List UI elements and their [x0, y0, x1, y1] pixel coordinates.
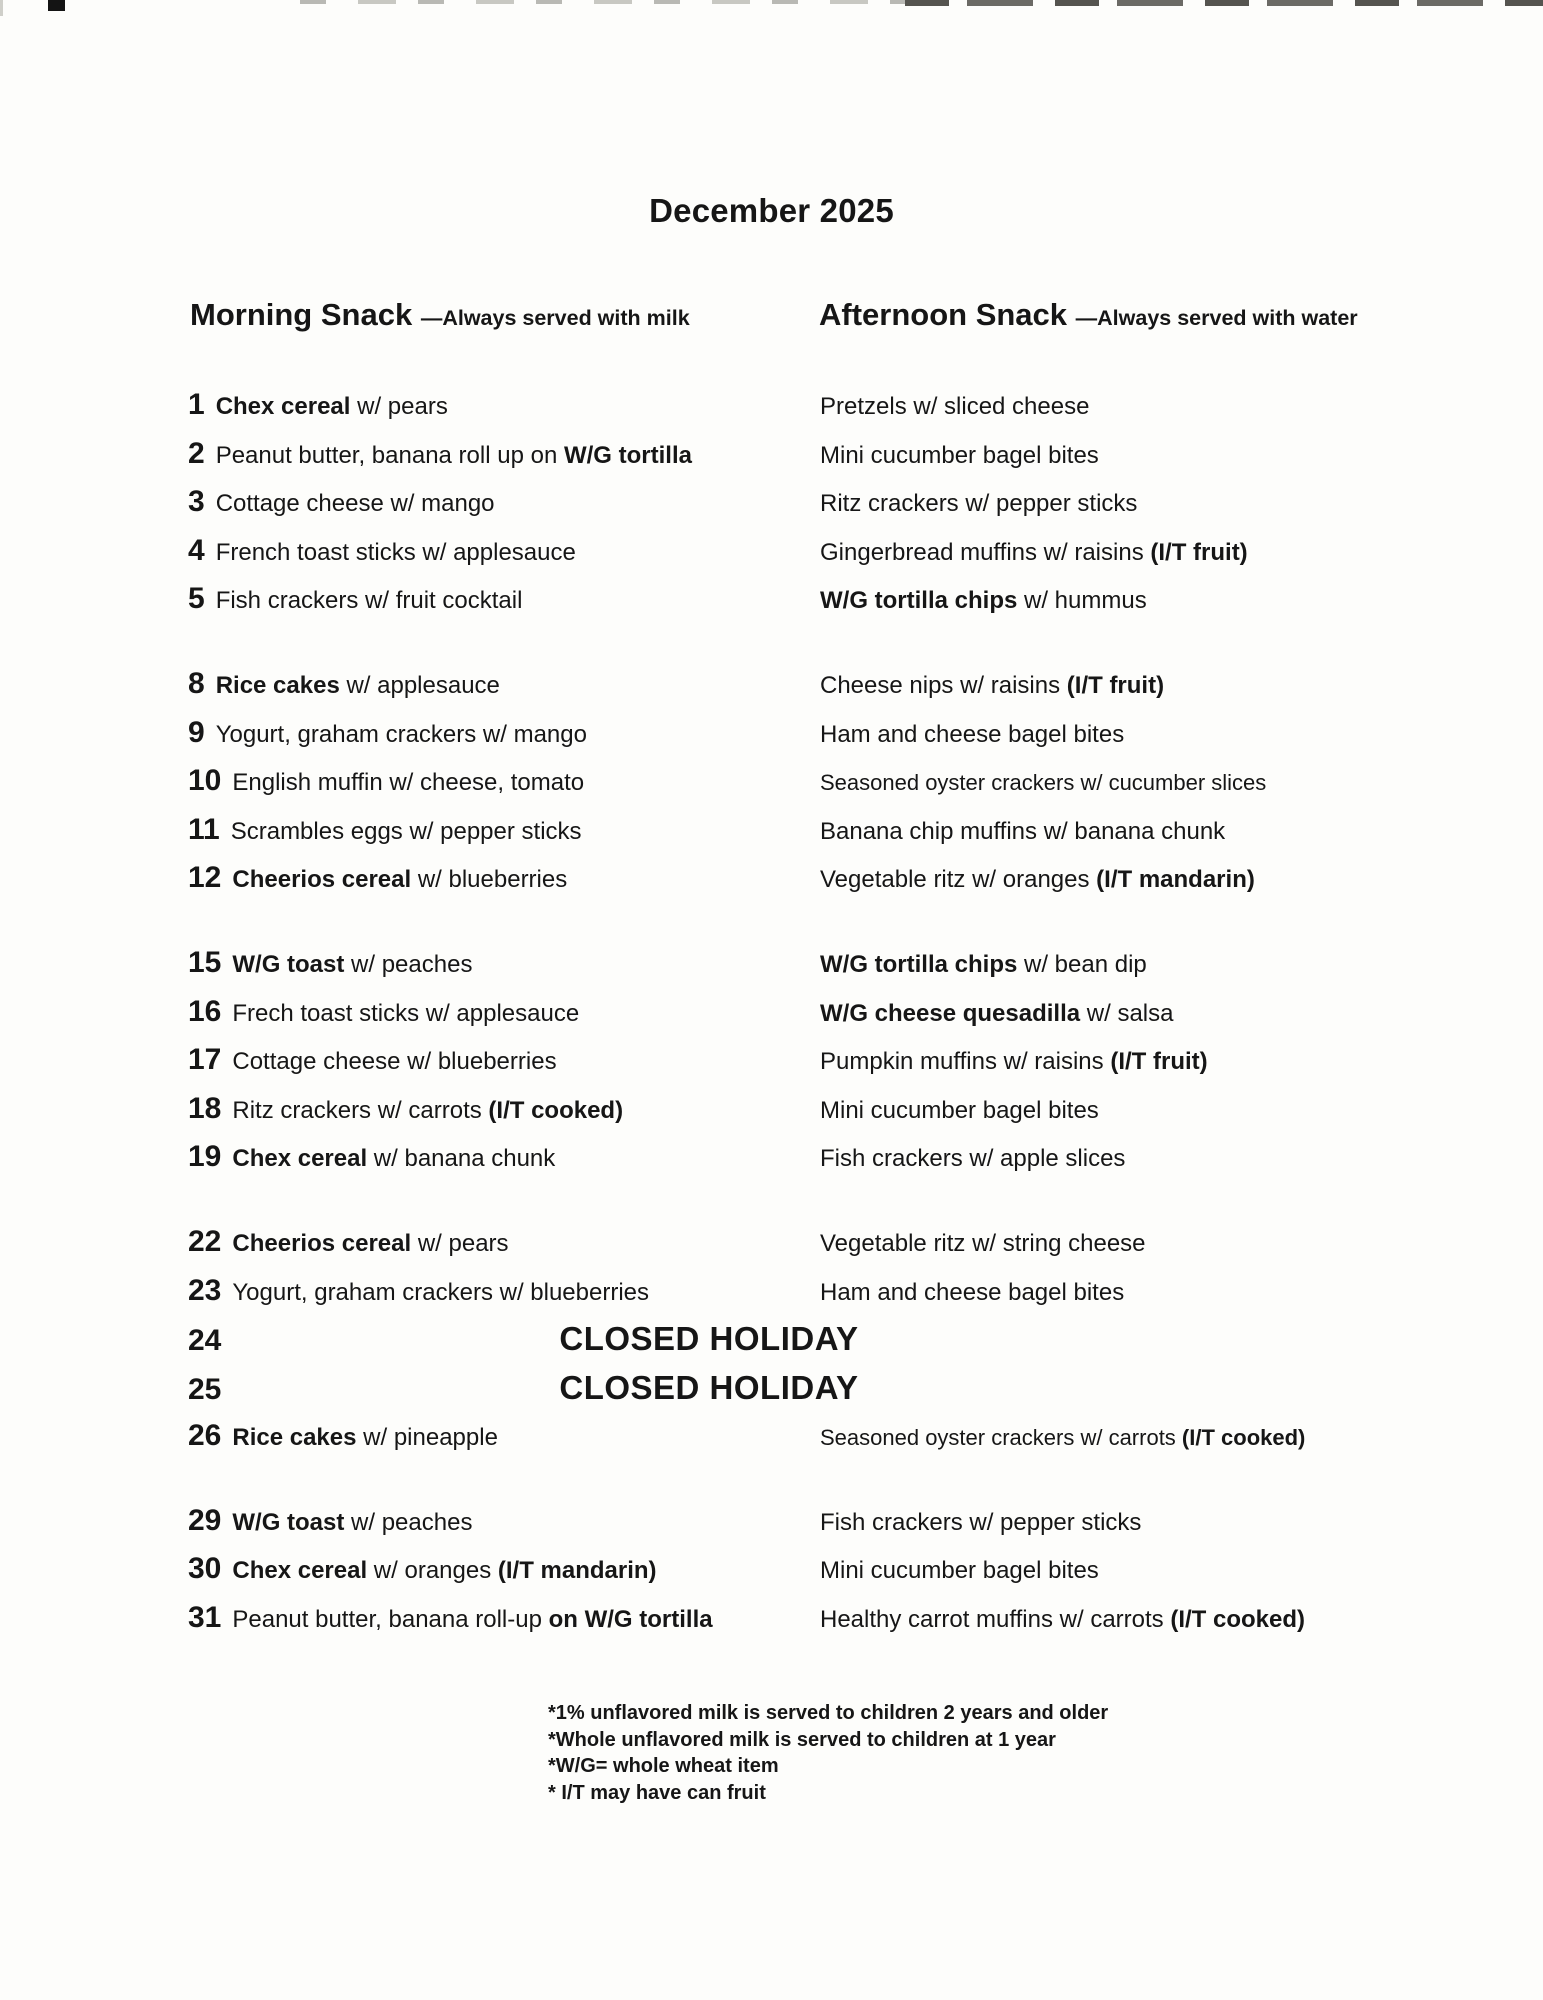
morning-item-text	[232, 1279, 649, 1306]
text-segment: Chex cereal	[215, 393, 351, 420]
text-segment: w/ blueberries	[411, 866, 568, 894]
scanner-artifact-dashes	[300, 0, 910, 4]
text-segment: Chex cereal	[232, 1557, 368, 1585]
scanner-artifact-edge	[0, 0, 3, 16]
morning-item	[188, 575, 820, 629]
morning-item	[188, 757, 820, 811]
afternoon-header-note: —Always served with water	[1075, 306, 1358, 330]
scanner-artifact-mark	[48, 0, 65, 11]
afternoon-item	[820, 856, 1527, 905]
footnote-line: * I/T may have can fruit	[548, 1781, 766, 1804]
afternoon-item	[820, 1596, 1527, 1645]
text-segment: Mini cucumber bagel bites	[820, 1096, 1099, 1124]
day-number: 8	[188, 666, 205, 700]
day-number: 30	[188, 1552, 222, 1586]
morning-item	[188, 1594, 820, 1648]
text-segment: Ham and cheese bagel bites	[820, 720, 1125, 748]
text-segment: Ritz crackers w/ pepper sticks	[820, 490, 1138, 518]
text-segment: W/G cheese quesadilla	[820, 999, 1081, 1027]
afternoon-item	[820, 383, 1527, 432]
morning-item	[188, 1412, 820, 1466]
day-row	[188, 1412, 1527, 1461]
morning-item	[188, 1267, 820, 1321]
day-row	[188, 709, 1527, 758]
day-row	[188, 1364, 1527, 1413]
text-segment: w/ applesauce	[339, 671, 500, 699]
afternoon-item	[820, 1269, 1527, 1318]
afternoon-item	[820, 480, 1527, 529]
text-segment: Cottage cheese w/ mango	[215, 490, 495, 518]
day-number: 5	[188, 582, 205, 616]
afternoon-item	[820, 711, 1527, 760]
day-row	[188, 527, 1527, 576]
afternoon-item	[820, 1220, 1527, 1269]
text-segment: Scrambles eggs w/ pepper sticks	[230, 817, 582, 845]
text-segment: w/ oranges	[367, 1557, 498, 1585]
day-number: 22	[188, 1224, 222, 1258]
text-segment: Vegetable ritz w/ oranges	[820, 866, 1097, 894]
morning-item	[188, 1133, 820, 1187]
text-segment: W/G toast	[232, 950, 345, 978]
day-number: 16	[188, 994, 222, 1028]
day-number: 25	[188, 1372, 222, 1406]
morning-item-text	[232, 1000, 579, 1027]
scanner-artifact-dashes	[905, 0, 1543, 6]
afternoon-item	[820, 662, 1527, 711]
text-segment: (I/T fruit)	[1110, 1048, 1208, 1076]
morning-item	[188, 939, 820, 993]
day-number: 31	[188, 1601, 222, 1635]
text-segment: w/ peaches	[344, 950, 473, 978]
day-row	[188, 478, 1527, 527]
day-number: 23	[188, 1273, 222, 1307]
day-row	[188, 757, 1527, 806]
morning-item-text	[232, 1606, 712, 1633]
text-segment: Pumpkin muffins w/ raisins	[820, 1048, 1111, 1076]
morning-item	[188, 854, 820, 908]
afternoon-header-title: Afternoon Snack	[819, 297, 1076, 332]
afternoon-item	[820, 941, 1527, 990]
text-segment: Ham and cheese bagel bites	[820, 1278, 1125, 1306]
text-segment: w/ hummus	[1017, 587, 1147, 615]
afternoon-snack-header	[819, 297, 1358, 333]
morning-item	[188, 1218, 820, 1272]
morning-item-text	[232, 951, 472, 978]
day-number: 4	[188, 533, 205, 567]
text-segment: (I/T cooked)	[1181, 1425, 1306, 1451]
day-number: 3	[188, 485, 205, 519]
text-segment: Yogurt, graham crackers w/ mango	[215, 720, 587, 748]
morning-item	[188, 478, 820, 532]
text-segment: Fish crackers w/ fruit cocktail	[215, 587, 523, 615]
text-segment: Fish crackers w/ apple slices	[820, 1145, 1126, 1173]
morning-item-text	[232, 1097, 623, 1124]
day-row	[188, 1036, 1527, 1085]
text-segment: French toast sticks w/ applesauce	[215, 538, 576, 566]
text-segment: w/ pineapple	[356, 1424, 498, 1452]
text-segment: Rice cakes	[232, 1424, 357, 1452]
morning-item	[188, 527, 820, 581]
morning-item-text	[232, 1048, 556, 1075]
day-row	[188, 381, 1527, 430]
morning-item-text	[232, 769, 584, 796]
day-row	[188, 660, 1527, 709]
menu-body	[188, 381, 1527, 1679]
morning-item-text	[231, 818, 582, 845]
text-segment: w/ peaches	[344, 1508, 473, 1536]
text-segment: Cheerios cereal	[232, 1229, 412, 1257]
text-segment: Cottage cheese w/ blueberries	[232, 1048, 557, 1076]
morning-item	[188, 1497, 820, 1551]
text-segment: Peanut butter, banana roll-up	[232, 1606, 549, 1634]
morning-item	[188, 1085, 820, 1139]
text-segment: w/ bean dip	[1017, 950, 1147, 978]
footnotes	[548, 1700, 1108, 1806]
text-segment: W/G tortilla chips	[820, 950, 1018, 978]
afternoon-item	[820, 808, 1527, 857]
text-segment: (I/T cooked)	[1170, 1606, 1306, 1634]
text-segment: Cheerios cereal	[232, 866, 412, 894]
footnote-line: *1% unflavored milk is served to children 2 years and older	[548, 1702, 1109, 1724]
afternoon-item	[820, 432, 1527, 481]
text-segment: w/ pears	[411, 1229, 509, 1257]
text-segment: Vegetable ritz w/ string cheese	[820, 1229, 1146, 1257]
day-row	[188, 1315, 1527, 1364]
afternoon-item	[820, 577, 1527, 626]
text-segment: (I/T fruit)	[1150, 538, 1248, 566]
morning-item	[188, 1545, 820, 1599]
footnote-line: *Whole unflavored milk is served to children at 1 year	[548, 1728, 1056, 1751]
day-number: 9	[188, 715, 205, 749]
text-segment: W/G tortilla	[563, 441, 692, 469]
morning-item	[188, 806, 820, 860]
morning-item	[188, 430, 820, 484]
day-number: 24	[188, 1324, 222, 1358]
closed-holiday-label: CLOSED HOLIDAY	[559, 1320, 859, 1358]
text-segment: Healthy carrot muffins w/ carrots	[820, 1606, 1171, 1634]
text-segment: Mini cucumber bagel bites	[820, 441, 1099, 469]
morning-item-text	[216, 490, 495, 517]
morning-item-text	[216, 672, 500, 699]
text-segment: Fish crackers w/ pepper sticks	[820, 1508, 1142, 1536]
morning-item-text	[232, 866, 567, 893]
day-row	[188, 1085, 1527, 1134]
text-segment: W/G tortilla chips	[820, 587, 1018, 615]
week-block	[188, 1218, 1527, 1461]
day-number: 26	[188, 1419, 222, 1453]
text-segment: (I/T mandarin)	[1096, 866, 1255, 894]
morning-header-note: —Always served with milk	[420, 306, 690, 330]
morning-item-text	[216, 442, 692, 469]
morning-item-text	[216, 721, 587, 748]
morning-item	[188, 709, 820, 763]
week-block	[188, 939, 1527, 1182]
day-row	[188, 939, 1527, 988]
text-segment: Seasoned oyster crackers w/ carrots	[820, 1425, 1182, 1451]
day-row	[188, 575, 1527, 624]
text-segment: Gingerbread muffins w/ raisins	[820, 538, 1151, 566]
text-segment: Banana chip muffins w/ banana chunk	[820, 817, 1226, 845]
morning-item	[188, 988, 820, 1042]
morning-item-text	[216, 587, 523, 614]
morning-item-text	[232, 1145, 555, 1172]
day-row	[188, 430, 1527, 479]
day-number: 11	[188, 812, 220, 846]
day-number: 1	[188, 388, 205, 421]
morning-item-text	[216, 539, 576, 566]
afternoon-item	[820, 1414, 1527, 1463]
week-block	[188, 1497, 1527, 1643]
text-segment: (I/T fruit)	[1066, 671, 1165, 699]
text-segment: w/ banana chunk	[367, 1145, 556, 1173]
text-segment: Chex cereal	[232, 1145, 368, 1173]
day-number: 17	[188, 1043, 222, 1077]
day-row	[188, 854, 1527, 903]
day-row	[188, 1267, 1527, 1316]
text-segment: Pretzels w/ sliced cheese	[820, 393, 1090, 420]
text-segment: (I/T mandarin)	[497, 1557, 657, 1585]
text-segment: Yogurt, graham crackers w/ blueberries	[232, 1278, 650, 1306]
text-segment: Seasoned oyster crackers w/ cucumber slices	[820, 770, 1267, 796]
day-row	[188, 1218, 1527, 1267]
morning-item-text	[216, 393, 448, 420]
day-number: 15	[188, 945, 222, 979]
afternoon-item	[820, 529, 1527, 578]
page-title: December 2025	[649, 192, 894, 229]
text-segment: Frech toast sticks w/ applesauce	[232, 999, 580, 1027]
text-segment: Cheese nips w/ raisins	[820, 671, 1067, 699]
morning-item	[188, 1036, 820, 1090]
day-number: 12	[188, 861, 222, 895]
day-row	[188, 1497, 1527, 1546]
week-block	[188, 660, 1527, 903]
afternoon-item	[820, 759, 1527, 808]
afternoon-item	[820, 990, 1527, 1039]
morning-item-text	[232, 1557, 656, 1584]
day-row	[188, 806, 1527, 855]
morning-item-text	[232, 1509, 472, 1536]
day-row	[188, 1133, 1527, 1182]
morning-item	[188, 381, 820, 435]
morning-header-title: Morning Snack	[190, 297, 421, 332]
afternoon-item	[820, 1038, 1527, 1087]
morning-item-text	[232, 1424, 498, 1451]
text-segment: W/G toast	[232, 1508, 345, 1536]
text-segment: w/ salsa	[1080, 999, 1174, 1027]
text-segment: English muffin w/ cheese, tomato	[232, 769, 585, 797]
text-segment: Mini cucumber bagel bites	[820, 1557, 1099, 1585]
closed-holiday-label: CLOSED HOLIDAY	[559, 1368, 859, 1406]
text-segment: w/ pears	[350, 393, 448, 420]
week-block	[188, 381, 1527, 624]
day-row	[188, 1545, 1527, 1594]
text-segment: on W/G tortilla	[548, 1606, 713, 1634]
afternoon-item	[820, 1547, 1527, 1596]
text-segment: (I/T cooked)	[488, 1096, 624, 1124]
day-number: 29	[188, 1503, 222, 1537]
afternoon-item	[820, 1135, 1527, 1184]
footnote-line: *W/G= whole wheat item	[548, 1755, 779, 1777]
afternoon-item	[820, 1499, 1527, 1548]
day-number: 10	[188, 764, 222, 798]
afternoon-item	[820, 1087, 1527, 1136]
text-segment: Ritz crackers w/ carrots	[232, 1096, 489, 1124]
text-segment: Peanut butter, banana roll up on	[215, 441, 564, 469]
day-row	[188, 1594, 1527, 1643]
morning-snack-header	[190, 297, 690, 333]
morning-item	[188, 660, 820, 714]
day-number: 18	[188, 1091, 222, 1125]
day-number: 19	[188, 1140, 222, 1174]
morning-item-text	[232, 1230, 508, 1257]
day-row	[188, 988, 1527, 1037]
day-number: 2	[188, 436, 205, 470]
text-segment: Rice cakes	[215, 671, 340, 699]
